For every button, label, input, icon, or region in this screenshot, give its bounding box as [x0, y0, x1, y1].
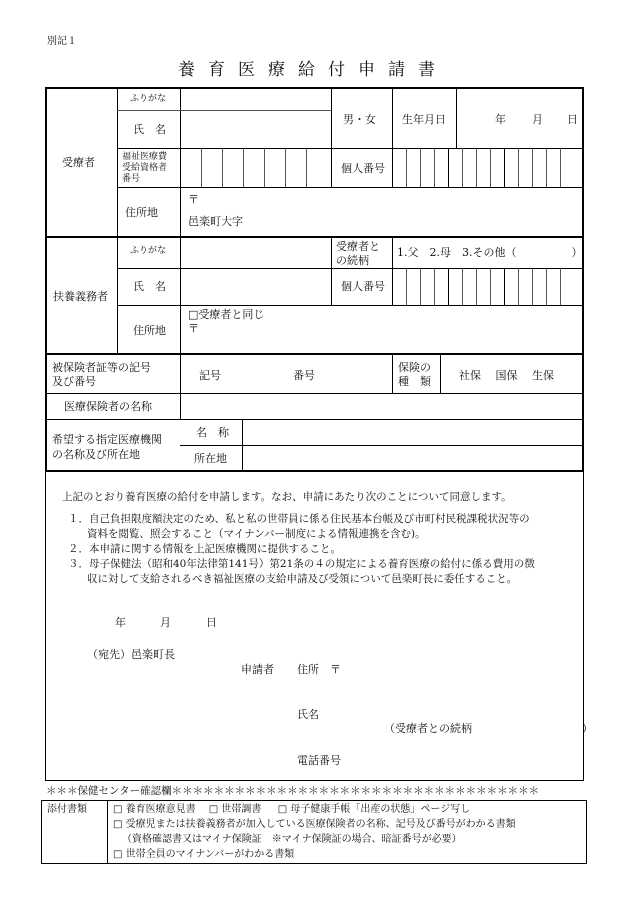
birth-day-label: 日 — [567, 113, 578, 126]
insurance-type-label: 保険の 種 類 — [398, 361, 431, 388]
attachments-label: 添付書類 — [47, 804, 87, 815]
institution-name-label: 名 称 — [196, 426, 229, 439]
patient-postal-mark: 〒 — [188, 193, 199, 206]
guardian-individual-number-label: 個人番号 — [341, 280, 385, 293]
patient-address-label: 住所地 — [125, 206, 158, 219]
guardian-address-label: 住所地 — [133, 324, 166, 337]
attachments-line-3: （資格確認書又はマイナ保険証 ※マイナ保険証の場合、暗証番号が必要） — [122, 834, 462, 845]
same-as-patient-checkbox[interactable]: □受療者と同じ — [188, 308, 265, 321]
attachments-line-1[interactable]: □ 養育医療意見書 □ 世帯調書 □ 母子健康手帳「出産の状態」ページ写し — [113, 804, 471, 815]
applicant-address-label[interactable]: 住所 〒 — [297, 663, 341, 676]
patient-birthdate-label: 生年月日 — [402, 113, 446, 126]
guardian-section-label: 扶養義務者 — [53, 290, 108, 303]
guardian-relation-options[interactable]: 1.父 2.母 3.その他（ ） — [397, 246, 583, 259]
welfare-number-label: 福祉医療費 受給資格者 番号 — [122, 152, 168, 184]
patient-name-label: 氏 名 — [133, 123, 166, 136]
patient-furigana-label: ふりがな — [130, 94, 167, 104]
relation-to-patient-label[interactable]: （受療者との続柄 ） — [384, 722, 593, 735]
guardian-name-label: 氏 名 — [133, 280, 166, 293]
guardian-postal-mark: 〒 — [188, 322, 199, 335]
applicant-name-label[interactable]: 氏名 — [297, 708, 319, 721]
date-day-label: 日 — [206, 616, 217, 629]
insurance-number-label: 番号 — [293, 369, 315, 382]
guardian-section-divider — [117, 236, 118, 353]
consent-item-3: ３．母子保健法（昭和40年法律第141号）第21条の４の規定による養育医療の給付に係る費用の徴 — [68, 558, 535, 570]
addressee-label: （宛先）邑楽町長 — [87, 648, 175, 661]
insurer-name-label: 医療保険者の名称 — [64, 400, 152, 413]
attachments-line-2[interactable]: □ 受療児または扶養義務者が加入している医療保険者の名称、記号及び番号がわかる書類 — [113, 819, 516, 830]
appendix-label: 別記１ — [47, 36, 77, 47]
phone-label[interactable]: 電話番号 — [297, 754, 341, 767]
insurance-card-label: 被保険者証等の記号 及び番号 — [52, 361, 151, 388]
guardian-furigana-label: ふりがな — [130, 246, 167, 256]
patient-address-prefix[interactable]: 邑楽町大字 — [188, 215, 243, 228]
insurance-type-options[interactable]: 社保 国保 生保 — [459, 369, 554, 382]
institution-location-label: 所在地 — [194, 452, 227, 465]
consent-intro: 上記のとおり養育医療の給付を申請します。なお、申請にあたり次のことについて同意します。 — [62, 491, 512, 503]
consent-item-2: ２．本申請に関する情報を上記医療機関に提供すること。 — [68, 543, 341, 555]
patient-section-label: 受療者 — [62, 156, 95, 169]
attachments-line-4[interactable]: □ 世帯全員のマイナンバーがわかる書類 — [113, 849, 295, 860]
birth-year-label: 年 — [495, 113, 506, 126]
guardian-relation-label: 受療者と の続柄 — [336, 240, 380, 267]
date-year-label: 年 — [115, 616, 126, 629]
birth-month-label: 月 — [532, 113, 543, 126]
patient-sex-field[interactable]: 男・女 — [343, 113, 376, 126]
consent-item-3-cont: 収に対して支給されるべき福祉医療の支給申請及び受領について邑楽町長に委任すること。 — [87, 573, 518, 585]
institution-label: 希望する指定医療機関 の名称及び所在地 — [52, 433, 162, 461]
insurance-symbol-label: 記号 — [199, 369, 221, 382]
form-title: 養育医療給付申請書 — [178, 60, 448, 80]
consent-item-1-cont: 資料を閲覧、照会すること（マイナンバー制度による情報連携を含む)。 — [87, 528, 426, 540]
applicant-label: 申請者 — [241, 663, 274, 676]
date-month-label: 月 — [160, 616, 171, 629]
patient-individual-number-label: 個人番号 — [341, 162, 385, 175]
consent-item-1: １．自己負担限度額決定のため、私と私の世帯員に係る住民基本台帳及び市町村民税課税状況等の — [68, 513, 530, 525]
health-center-check-line: ＊＊＊保健センター確認欄＊＊＊＊＊＊＊＊＊＊＊＊＊＊＊＊＊＊＊＊＊＊＊＊＊＊＊＊＊＊＊＊＊＊＊ — [46, 785, 540, 797]
